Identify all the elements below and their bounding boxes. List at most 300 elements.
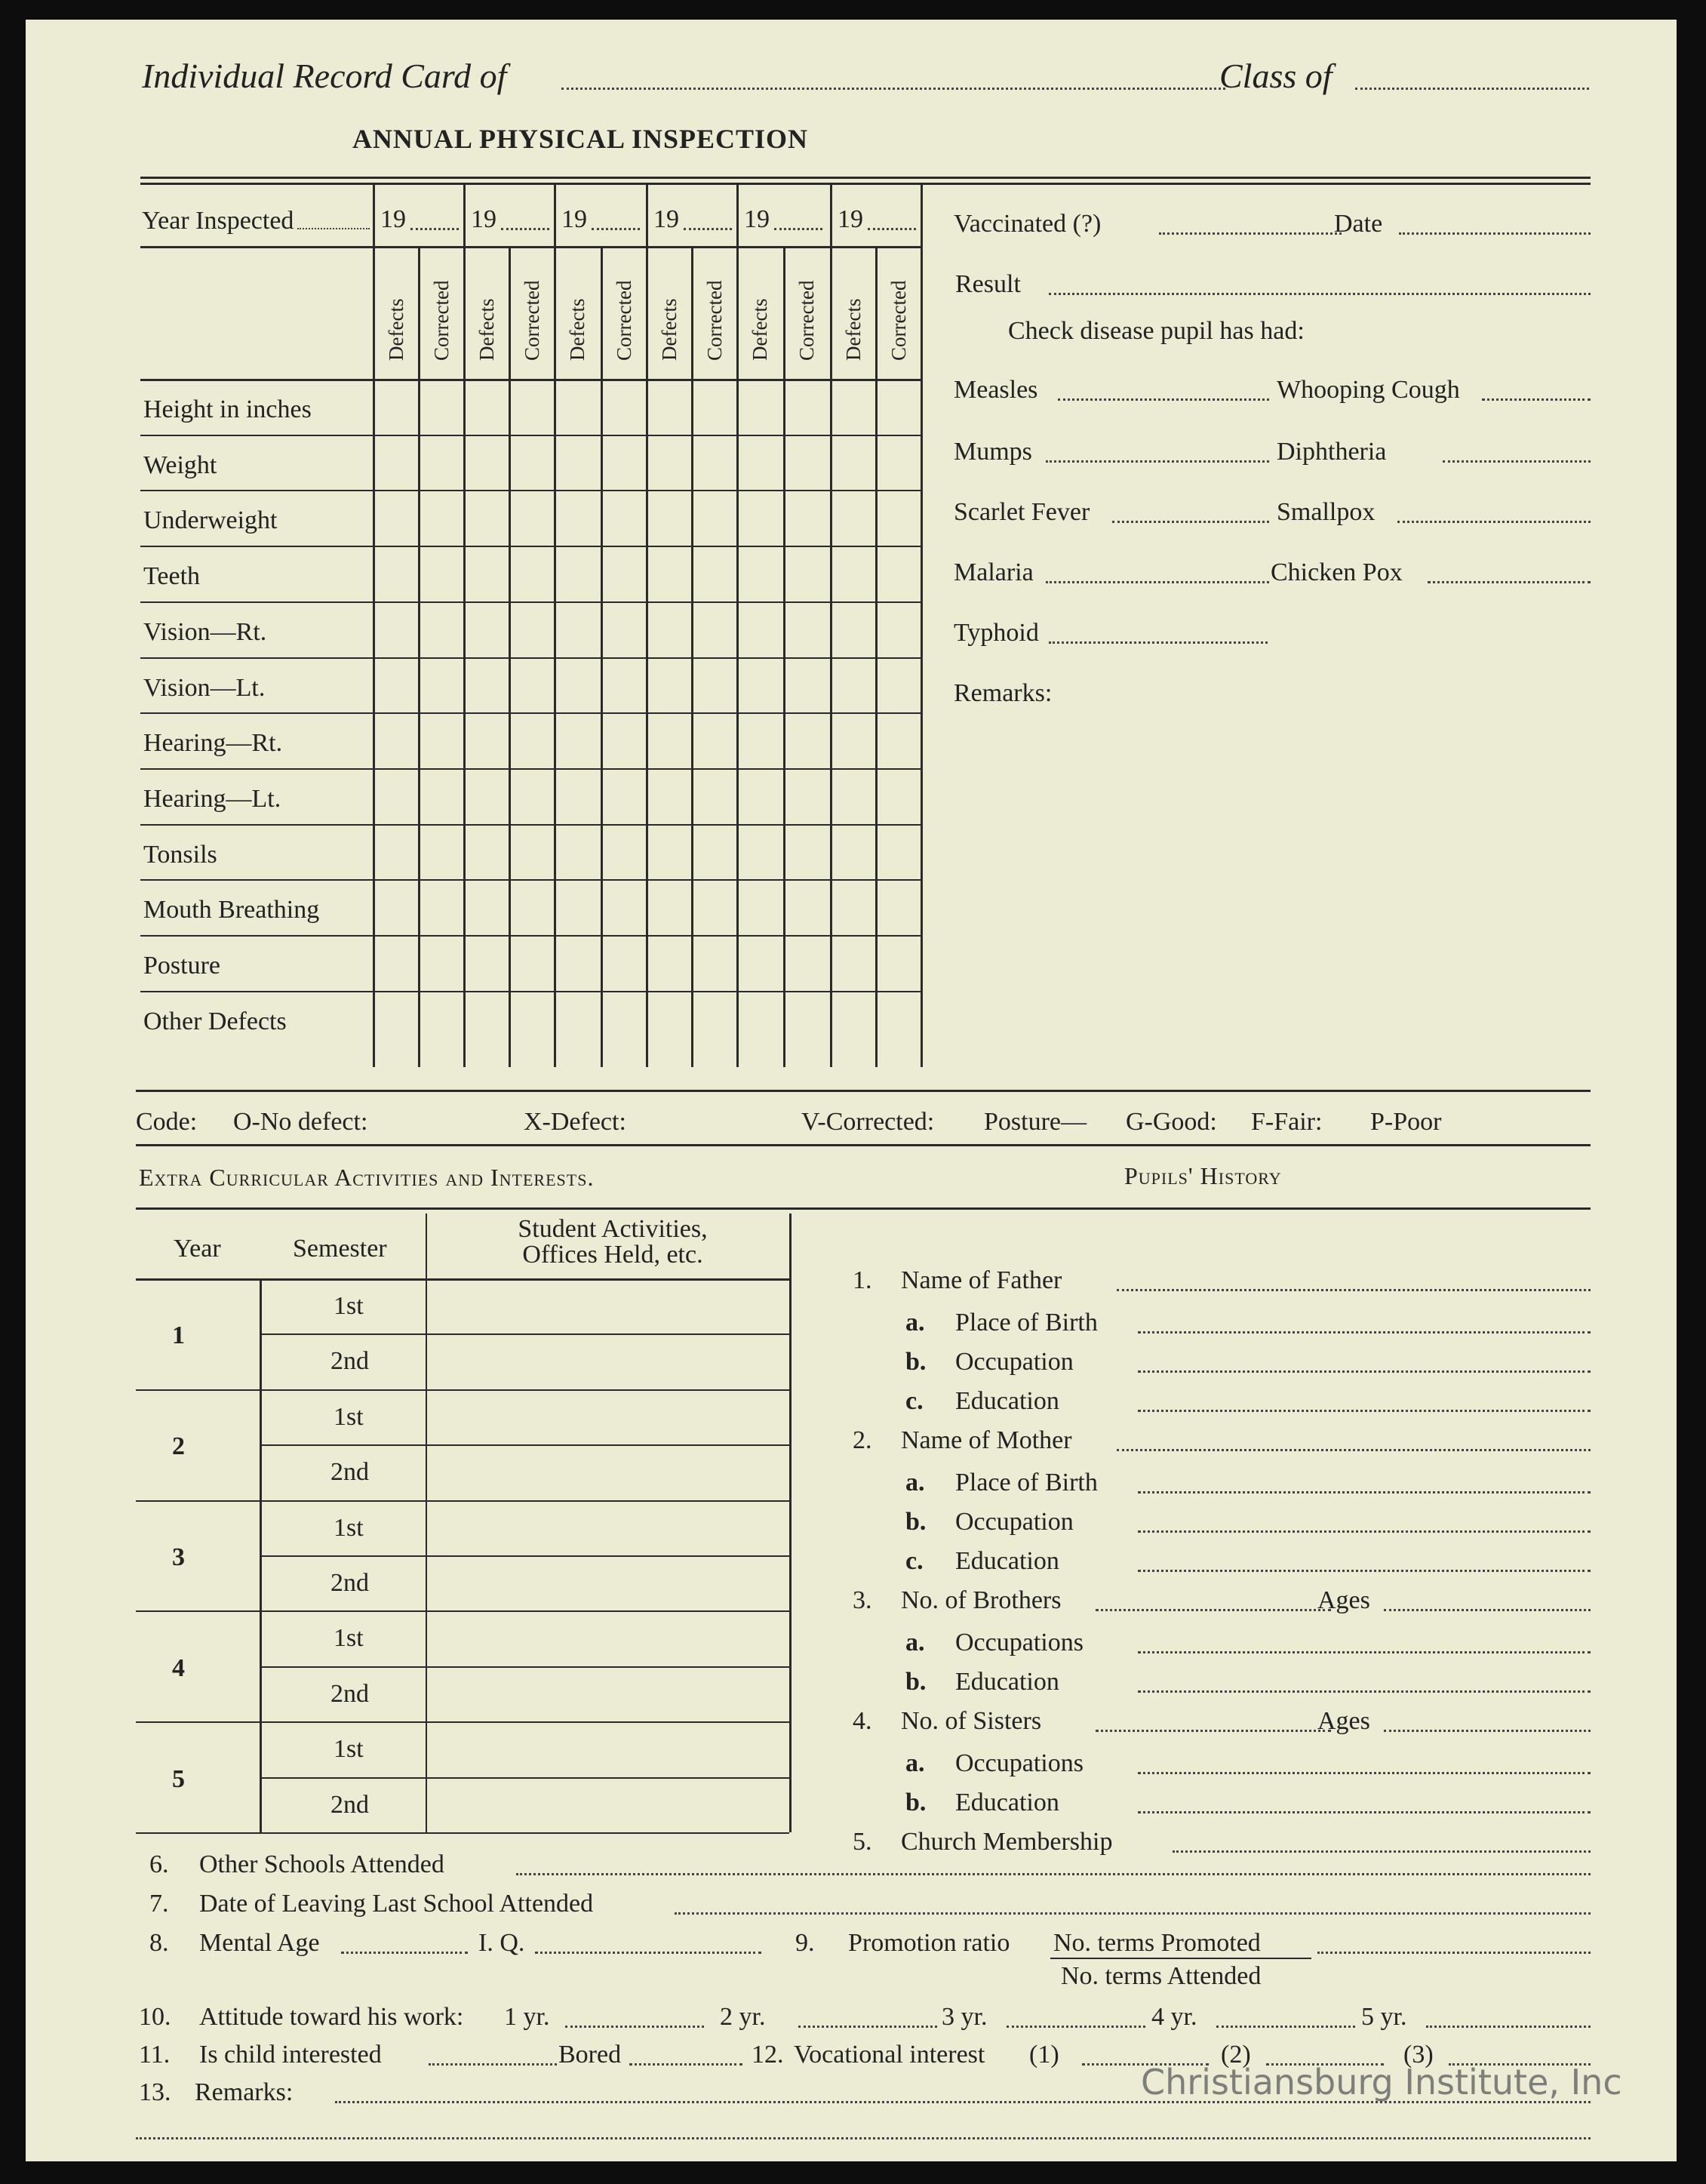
inspection-cell[interactable] bbox=[739, 437, 782, 490]
row-rule bbox=[260, 1333, 789, 1335]
inspection-cell[interactable] bbox=[556, 548, 600, 601]
inspection-cell[interactable] bbox=[878, 548, 920, 601]
inspection-cell[interactable] bbox=[466, 993, 508, 1046]
date-field[interactable] bbox=[1399, 232, 1591, 235]
row-rule bbox=[136, 1389, 789, 1391]
inspection-cell[interactable] bbox=[511, 437, 553, 490]
row-rule bbox=[136, 1610, 789, 1612]
rule bbox=[136, 1278, 789, 1281]
history-field[interactable] bbox=[1138, 1811, 1591, 1813]
name-field[interactable] bbox=[561, 88, 1225, 90]
code-p: P-Poor bbox=[1370, 1108, 1442, 1136]
activity-cell[interactable] bbox=[429, 1447, 786, 1497]
inspection-cell[interactable] bbox=[832, 381, 875, 434]
inspection-cell[interactable] bbox=[739, 771, 782, 823]
vaccinated-field[interactable] bbox=[1159, 232, 1342, 235]
inspection-cell[interactable] bbox=[466, 715, 508, 767]
inspection-cell[interactable] bbox=[832, 993, 875, 1046]
disease-label: Malaria bbox=[954, 558, 1034, 586]
inspection-cell[interactable] bbox=[556, 660, 600, 712]
inspection-cell[interactable] bbox=[693, 826, 736, 879]
inspection-cell[interactable] bbox=[466, 492, 508, 545]
semester-label: 1st bbox=[334, 1514, 364, 1542]
inspection-cell[interactable] bbox=[648, 826, 690, 879]
item-number: 8. bbox=[149, 1929, 169, 1957]
corrected-header: Corrected bbox=[521, 280, 543, 361]
inspection-cell[interactable] bbox=[693, 437, 736, 490]
inspection-cell[interactable] bbox=[878, 937, 920, 990]
history-field[interactable] bbox=[1117, 1449, 1591, 1451]
interested-label: Is child interested bbox=[199, 2041, 382, 2069]
item-number: 6. bbox=[149, 1850, 169, 1878]
date-leaving-field[interactable] bbox=[675, 1912, 1591, 1915]
date-label: Date bbox=[1334, 210, 1383, 238]
inspection-cell[interactable] bbox=[785, 715, 829, 767]
disease-field[interactable] bbox=[1443, 460, 1591, 463]
row-rule bbox=[260, 1777, 789, 1779]
inspection-cell[interactable] bbox=[603, 881, 645, 934]
iq-field[interactable] bbox=[535, 1952, 761, 1954]
inspection-cell[interactable] bbox=[556, 993, 600, 1046]
sub-letter: c. bbox=[905, 1547, 924, 1575]
inspection-cell[interactable] bbox=[739, 826, 782, 879]
inspection-cell[interactable] bbox=[785, 993, 829, 1046]
defects-header: Defects bbox=[658, 298, 681, 361]
inspection-cell[interactable] bbox=[375, 881, 417, 934]
inspection-cell[interactable] bbox=[832, 492, 875, 545]
attitude-1-field[interactable] bbox=[565, 2026, 704, 2028]
inspection-cell[interactable] bbox=[375, 937, 417, 990]
disease-label: Mumps bbox=[954, 438, 1032, 466]
inspection-cell[interactable] bbox=[739, 492, 782, 545]
item-number: 12. bbox=[752, 2041, 784, 2069]
inspection-cell[interactable] bbox=[878, 993, 920, 1046]
promotion-field[interactable] bbox=[1317, 1952, 1591, 1954]
inspection-cell[interactable] bbox=[785, 548, 829, 601]
activity-cell[interactable] bbox=[429, 1392, 786, 1441]
inspection-cell[interactable] bbox=[603, 604, 645, 657]
inspection-cell[interactable] bbox=[375, 437, 417, 490]
row-rule bbox=[140, 879, 921, 881]
inspection-cell[interactable] bbox=[603, 826, 645, 879]
year-number: 1 bbox=[172, 1321, 185, 1349]
check-label: Check disease pupil has had: bbox=[1008, 317, 1305, 345]
attitude-3-field[interactable] bbox=[1007, 2026, 1145, 2028]
row-label: Posture bbox=[143, 952, 220, 980]
disease-field[interactable] bbox=[1058, 398, 1269, 401]
row-rule bbox=[140, 435, 921, 436]
vocational-2: (2) bbox=[1221, 2041, 1251, 2069]
inspection-cell[interactable] bbox=[375, 715, 417, 767]
sub-label: Education bbox=[955, 1547, 1059, 1575]
ages-field[interactable] bbox=[1384, 1609, 1591, 1611]
inspection-cell[interactable] bbox=[556, 937, 600, 990]
inspection-cell[interactable] bbox=[603, 715, 645, 767]
year-field[interactable] bbox=[592, 228, 640, 230]
activity-cell[interactable] bbox=[429, 1724, 786, 1773]
inspection-cell[interactable] bbox=[832, 604, 875, 657]
inspection-cell[interactable] bbox=[739, 604, 782, 657]
disease-field[interactable] bbox=[1046, 460, 1269, 463]
history-field[interactable] bbox=[1138, 1370, 1591, 1373]
attitude-5-field[interactable] bbox=[1426, 2026, 1591, 2028]
inspection-cell[interactable] bbox=[878, 881, 920, 934]
inspection-cell[interactable] bbox=[511, 826, 553, 879]
history-field[interactable] bbox=[1138, 1491, 1591, 1493]
sub-letter: b. bbox=[905, 1508, 927, 1536]
history-field[interactable] bbox=[1173, 1850, 1591, 1853]
col-activities: Offices Held, etc. bbox=[522, 1241, 703, 1269]
code-g: G-Good: bbox=[1126, 1108, 1217, 1136]
sub-label: Place of Birth bbox=[955, 1309, 1098, 1337]
semester-label: 2nd bbox=[330, 1347, 369, 1375]
disease-field[interactable] bbox=[1049, 641, 1268, 644]
inspection-cell[interactable] bbox=[466, 548, 508, 601]
inspection-cell[interactable] bbox=[832, 771, 875, 823]
activity-cell[interactable] bbox=[429, 1503, 786, 1552]
disease-field[interactable] bbox=[1046, 581, 1269, 583]
inspection-cell[interactable] bbox=[511, 492, 553, 545]
history-field[interactable] bbox=[1138, 1410, 1591, 1412]
row-rule bbox=[140, 935, 921, 937]
disease-field[interactable] bbox=[1428, 581, 1591, 583]
sub-label: Education bbox=[955, 1789, 1059, 1816]
inspection-cell[interactable] bbox=[693, 381, 736, 434]
inspection-cell[interactable] bbox=[420, 548, 463, 601]
history-label: No. of Brothers bbox=[901, 1586, 1062, 1614]
history-field[interactable] bbox=[1138, 1690, 1591, 1693]
sub-label: Occupation bbox=[955, 1508, 1074, 1536]
inspection-cell[interactable] bbox=[511, 548, 553, 601]
inspection-cell[interactable] bbox=[603, 548, 645, 601]
inspection-cell[interactable] bbox=[739, 381, 782, 434]
inspection-cell[interactable] bbox=[420, 660, 463, 712]
activity-cell[interactable] bbox=[429, 1558, 786, 1607]
activity-cell[interactable] bbox=[429, 1613, 786, 1663]
row-rule bbox=[260, 1444, 789, 1446]
disease-field[interactable] bbox=[1482, 398, 1591, 401]
semester-label: 1st bbox=[334, 1292, 364, 1320]
ages-field[interactable] bbox=[1384, 1730, 1591, 1732]
year-field[interactable] bbox=[410, 228, 459, 230]
inspection-cell[interactable] bbox=[556, 826, 600, 879]
inspection-cell[interactable] bbox=[466, 381, 508, 434]
inspection-cell[interactable] bbox=[739, 548, 782, 601]
inspection-cell[interactable] bbox=[375, 381, 417, 434]
disease-field[interactable] bbox=[1397, 521, 1591, 523]
terms-promoted: No. terms Promoted bbox=[1053, 1929, 1261, 1957]
inspection-cell[interactable] bbox=[603, 381, 645, 434]
rule bbox=[140, 177, 1591, 179]
interested-field[interactable] bbox=[429, 2063, 557, 2066]
inspection-cell[interactable] bbox=[603, 771, 645, 823]
inspection-cell[interactable] bbox=[739, 881, 782, 934]
inspection-cell[interactable] bbox=[466, 771, 508, 823]
row-rule bbox=[136, 1832, 789, 1834]
inspection-cell[interactable] bbox=[878, 660, 920, 712]
year-number: 2 bbox=[172, 1432, 185, 1460]
row-label: Hearing—Rt. bbox=[143, 729, 283, 757]
defects-header: Defects bbox=[566, 298, 589, 361]
inspection-cell[interactable] bbox=[511, 937, 553, 990]
row-rule bbox=[260, 1666, 789, 1668]
inspection-cell[interactable] bbox=[648, 993, 690, 1046]
row-label: Height in inches bbox=[143, 395, 312, 423]
inspection-cell[interactable] bbox=[420, 492, 463, 545]
history-field[interactable] bbox=[1138, 1530, 1591, 1533]
ages-label: Ages bbox=[1317, 1707, 1370, 1735]
inspection-cell[interactable] bbox=[832, 715, 875, 767]
inspection-cell[interactable] bbox=[375, 993, 417, 1046]
other-schools-label: Other Schools Attended bbox=[199, 1850, 444, 1878]
defects-header: Defects bbox=[475, 298, 498, 361]
vocational-3: (3) bbox=[1403, 2041, 1434, 2069]
history-field[interactable] bbox=[1096, 1730, 1331, 1732]
inspection-cell[interactable] bbox=[420, 826, 463, 879]
inspection-cell[interactable] bbox=[603, 492, 645, 545]
row-rule bbox=[140, 657, 921, 659]
inspection-cell[interactable] bbox=[420, 881, 463, 934]
inspection-cell[interactable] bbox=[785, 937, 829, 990]
year-number: 3 bbox=[172, 1543, 185, 1571]
history-number: 2. bbox=[853, 1426, 872, 1454]
inspection-cell[interactable] bbox=[648, 492, 690, 545]
col-divider bbox=[426, 1214, 427, 1832]
corrected-header: Corrected bbox=[703, 280, 726, 361]
code-v: V-Corrected: bbox=[801, 1108, 935, 1136]
sub-label: Occupations bbox=[955, 1629, 1084, 1656]
inspection-cell[interactable] bbox=[420, 604, 463, 657]
disease-label: Whooping Cough bbox=[1277, 376, 1460, 404]
inspection-cell[interactable] bbox=[785, 437, 829, 490]
inspection-cell[interactable] bbox=[466, 881, 508, 934]
activity-cell[interactable] bbox=[429, 1281, 786, 1330]
year-field[interactable] bbox=[868, 228, 916, 230]
inspection-cell[interactable] bbox=[375, 660, 417, 712]
inspection-cell[interactable] bbox=[511, 881, 553, 934]
inspection-cell[interactable] bbox=[878, 492, 920, 545]
inspection-cell[interactable] bbox=[878, 826, 920, 879]
inspection-cell[interactable] bbox=[739, 993, 782, 1046]
inspection-cell[interactable] bbox=[648, 715, 690, 767]
inspection-cell[interactable] bbox=[785, 492, 829, 545]
inspection-cell[interactable] bbox=[420, 937, 463, 990]
inspection-cell[interactable] bbox=[603, 437, 645, 490]
inspection-cell[interactable] bbox=[420, 771, 463, 823]
inspection-cell[interactable] bbox=[466, 826, 508, 879]
inspection-cell[interactable] bbox=[511, 604, 553, 657]
inspection-cell[interactable] bbox=[375, 604, 417, 657]
inspection-cell[interactable] bbox=[648, 437, 690, 490]
inspection-cell[interactable] bbox=[693, 492, 736, 545]
date-leaving-label: Date of Leaving Last School Attended bbox=[199, 1890, 594, 1918]
inspection-cell[interactable] bbox=[466, 937, 508, 990]
year-field[interactable] bbox=[774, 228, 822, 230]
inspection-cell[interactable] bbox=[603, 660, 645, 712]
history-number: 4. bbox=[853, 1707, 872, 1735]
inspection-cell[interactable] bbox=[603, 937, 645, 990]
inspection-cell[interactable] bbox=[556, 604, 600, 657]
inspection-cell[interactable] bbox=[556, 381, 600, 434]
inspection-cell[interactable] bbox=[693, 660, 736, 712]
inspection-cell[interactable] bbox=[739, 715, 782, 767]
attitude-4-field[interactable] bbox=[1216, 2026, 1355, 2028]
inspection-cell[interactable] bbox=[693, 604, 736, 657]
history-field[interactable] bbox=[1138, 1651, 1591, 1653]
inspection-cell[interactable] bbox=[375, 492, 417, 545]
inspection-cell[interactable] bbox=[466, 660, 508, 712]
vocational-label: Vocational interest bbox=[794, 2041, 985, 2069]
col-activities: Student Activities, bbox=[518, 1215, 708, 1243]
attitude-year: 2 yr. bbox=[720, 2003, 766, 2031]
inspection-cell[interactable] bbox=[832, 881, 875, 934]
inspection-cell[interactable] bbox=[785, 381, 829, 434]
inspection-cell[interactable] bbox=[466, 604, 508, 657]
inspection-cell[interactable] bbox=[648, 881, 690, 934]
inspection-cell[interactable] bbox=[648, 771, 690, 823]
vaccinated-label: Vaccinated (?) bbox=[954, 210, 1102, 238]
inspection-cell[interactable] bbox=[693, 771, 736, 823]
inspection-cell[interactable] bbox=[693, 993, 736, 1046]
inspection-cell[interactable] bbox=[785, 660, 829, 712]
other-schools-field[interactable] bbox=[516, 1873, 1591, 1875]
class-field[interactable] bbox=[1355, 88, 1589, 90]
inspection-cell[interactable] bbox=[693, 881, 736, 934]
history-number: 5. bbox=[853, 1828, 872, 1856]
activity-cell[interactable] bbox=[429, 1337, 786, 1386]
inspection-cell[interactable] bbox=[556, 715, 600, 767]
inspection-cell[interactable] bbox=[785, 604, 829, 657]
year-field[interactable] bbox=[684, 228, 732, 230]
inspection-cell[interactable] bbox=[832, 660, 875, 712]
inspection-cell[interactable] bbox=[878, 715, 920, 767]
inspection-cell[interactable] bbox=[511, 771, 553, 823]
inspection-cell[interactable] bbox=[511, 715, 553, 767]
inspection-cell[interactable] bbox=[878, 604, 920, 657]
inspection-cell[interactable] bbox=[648, 660, 690, 712]
terms-attended: No. terms Attended bbox=[1061, 1962, 1262, 1990]
history-field[interactable] bbox=[1138, 1570, 1591, 1572]
activity-cell[interactable] bbox=[429, 1669, 786, 1718]
row-label: Hearing—Lt. bbox=[143, 785, 281, 813]
inspection-cell[interactable] bbox=[648, 937, 690, 990]
class-label: Class of bbox=[1219, 57, 1333, 95]
remarks-label: Remarks: bbox=[954, 679, 1053, 707]
activities-heading: Extra Curricular Activities and Interests. bbox=[139, 1164, 595, 1191]
sub-label: Education bbox=[955, 1668, 1059, 1696]
inspection-cell[interactable] bbox=[739, 660, 782, 712]
history-field[interactable] bbox=[1096, 1609, 1331, 1611]
inspection-cell[interactable] bbox=[556, 437, 600, 490]
rule bbox=[136, 1144, 1591, 1146]
year-number: 5 bbox=[172, 1765, 185, 1793]
inspection-cell[interactable] bbox=[832, 937, 875, 990]
inspection-cell[interactable] bbox=[785, 771, 829, 823]
activity-cell[interactable] bbox=[429, 1780, 786, 1829]
inspection-cell[interactable] bbox=[511, 381, 553, 434]
attitude-label: Attitude toward his work: bbox=[199, 2003, 464, 2031]
bored-field[interactable] bbox=[629, 2063, 742, 2066]
corrected-header: Corrected bbox=[613, 280, 635, 361]
sub-letter: a. bbox=[905, 1749, 925, 1777]
inspection-cell[interactable] bbox=[603, 993, 645, 1046]
sub-letter: a. bbox=[905, 1309, 925, 1337]
inspection-cell[interactable] bbox=[648, 604, 690, 657]
inspection-cell[interactable] bbox=[832, 826, 875, 879]
inspection-cell[interactable] bbox=[878, 437, 920, 490]
col-year: Year bbox=[174, 1235, 221, 1263]
history-heading: Pupils' History bbox=[1124, 1162, 1282, 1189]
history-label: Name of Mother bbox=[901, 1426, 1072, 1454]
inspection-cell[interactable] bbox=[693, 937, 736, 990]
defects-header: Defects bbox=[748, 298, 771, 361]
history-field[interactable] bbox=[1117, 1289, 1591, 1291]
inspection-cell[interactable] bbox=[878, 771, 920, 823]
mental-age-field[interactable] bbox=[341, 1952, 468, 1954]
inspection-cell[interactable] bbox=[420, 381, 463, 434]
year-field[interactable] bbox=[501, 228, 549, 230]
sub-label: Education bbox=[955, 1387, 1059, 1415]
code-f: F-Fair: bbox=[1251, 1108, 1323, 1136]
inspection-cell[interactable] bbox=[556, 771, 600, 823]
year-prefix: 19 bbox=[471, 205, 496, 233]
result-field[interactable] bbox=[1049, 293, 1591, 295]
inspection-cell[interactable] bbox=[420, 993, 463, 1046]
history-field[interactable] bbox=[1138, 1772, 1591, 1774]
inspection-cell[interactable] bbox=[648, 381, 690, 434]
disease-field[interactable] bbox=[1112, 521, 1269, 523]
inspection-cell[interactable] bbox=[556, 881, 600, 934]
inspection-cell[interactable] bbox=[375, 826, 417, 879]
inspection-cell[interactable] bbox=[785, 881, 829, 934]
inspection-cell[interactable] bbox=[832, 437, 875, 490]
inspection-cell[interactable] bbox=[556, 492, 600, 545]
sub-letter: a. bbox=[905, 1469, 925, 1497]
inspection-cell[interactable] bbox=[648, 548, 690, 601]
inspection-cell[interactable] bbox=[693, 548, 736, 601]
code-o: O-No defect: bbox=[233, 1108, 368, 1136]
inspection-cell[interactable] bbox=[511, 660, 553, 712]
dots bbox=[297, 228, 370, 229]
sub-letter: b. bbox=[905, 1789, 927, 1816]
row-rule bbox=[136, 1721, 789, 1723]
inspection-cell[interactable] bbox=[511, 993, 553, 1046]
inspection-cell[interactable] bbox=[375, 771, 417, 823]
defects-header: Defects bbox=[842, 298, 865, 361]
attitude-year: 1 yr. bbox=[504, 2003, 550, 2031]
inspection-cell[interactable] bbox=[832, 548, 875, 601]
inspection-cell[interactable] bbox=[739, 937, 782, 990]
inspection-cell[interactable] bbox=[466, 437, 508, 490]
inspection-cell[interactable] bbox=[785, 826, 829, 879]
sub-letter: b. bbox=[905, 1668, 927, 1696]
inspection-cell[interactable] bbox=[420, 437, 463, 490]
year-prefix: 19 bbox=[561, 205, 587, 233]
inspection-cell[interactable] bbox=[878, 381, 920, 434]
attitude-2-field[interactable] bbox=[798, 2026, 937, 2028]
year-prefix: 19 bbox=[838, 205, 863, 233]
row-label: Vision—Rt. bbox=[143, 618, 267, 646]
history-field[interactable] bbox=[1138, 1331, 1591, 1333]
inspection-cell[interactable] bbox=[420, 715, 463, 767]
item-number: 11. bbox=[139, 2041, 171, 2069]
inspection-cell[interactable] bbox=[375, 548, 417, 601]
row-label: Weight bbox=[143, 451, 217, 479]
inspection-cell[interactable] bbox=[693, 715, 736, 767]
row-rule bbox=[140, 601, 921, 603]
remarks-field-2[interactable] bbox=[136, 2137, 1591, 2139]
row-rule bbox=[140, 712, 921, 714]
